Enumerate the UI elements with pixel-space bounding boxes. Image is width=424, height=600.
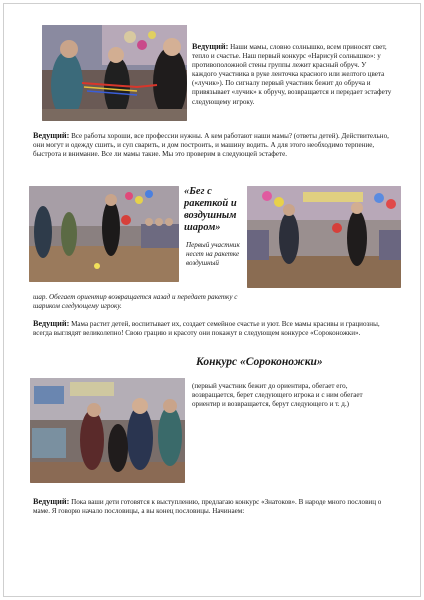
paragraph-4-text: Пока ваши дети готовятся к выступлению, предлагаю конкурс «Знатоков». В народе много пословиц о маме. Я говорю начало пословицы, а вы конец пословицы. Начинаем: [33, 498, 382, 516]
photo-racket-relay-right [247, 186, 401, 288]
paragraph-3-text: Мама растит детей, воспитывает их, создает семейное счастье и уют. Все мамы красивы и грациозны, всегда выглядят великолепно! Свою грацию и красоту они покажут в следующем конкурсе «Сороконожки». [33, 320, 380, 338]
paragraph-2 [33, 131, 395, 159]
speaker-label-4: Ведущий: [33, 497, 70, 506]
paragraph-3 [33, 319, 395, 338]
game2-title: «Бег с ракеткой и воздушным шаром» [184, 186, 237, 233]
game2-description-right: Первый участник несет на ракетке воздушный [186, 241, 240, 268]
speaker-label-1: Ведущий: [192, 42, 229, 51]
speaker-label-3: Ведущий: [33, 319, 70, 328]
speaker-label-2: Ведущий: [33, 131, 70, 140]
paragraph-4 [33, 497, 395, 516]
paragraph-1-text: Наши мамы, словно солнышко, всем приносят свет, тепло и счастье. Наш первый конкурс «Нарисуй солнышко»: у противоположной стены группы лежит красный обруч. У каждого участника в руке ленточка красного или желтого цвета («лучик»). По сигналу первый участник бежит до обруча и привязывает «лучик» к обручу, возвращается и передает эстафету следующему игроку. [192, 43, 392, 106]
game3-description: (первый участник бежит до ориентира, обегает его, возвращается, берет следующего игрока и с ним обегает ориентир и возвращается, берут следующего и т. д.) [192, 382, 363, 409]
game2-description-bottom: шар. Обегает ориентир возвращается назад и передает ракетку с шариком следующему игроку. [33, 293, 238, 311]
photo-sun-relay [42, 25, 187, 121]
paragraph-1 [192, 42, 392, 107]
photo-racket-relay-left [29, 186, 179, 282]
game3-title: Конкурс «Сороконожки» [196, 356, 323, 368]
paragraph-2-text: Все работы хороши, все профессии нужны. А кем работают наши мамы? (ответы детей). Действительно, они могут и одежду сшить, и суп сварить, и дом построить, и машину водить. А для этого необходимо терпение, быстрота и внимание. Все ли мамы такие. Мы это проверим в следующей эстафете. [33, 132, 389, 159]
photo-centipede-contest [30, 378, 185, 483]
